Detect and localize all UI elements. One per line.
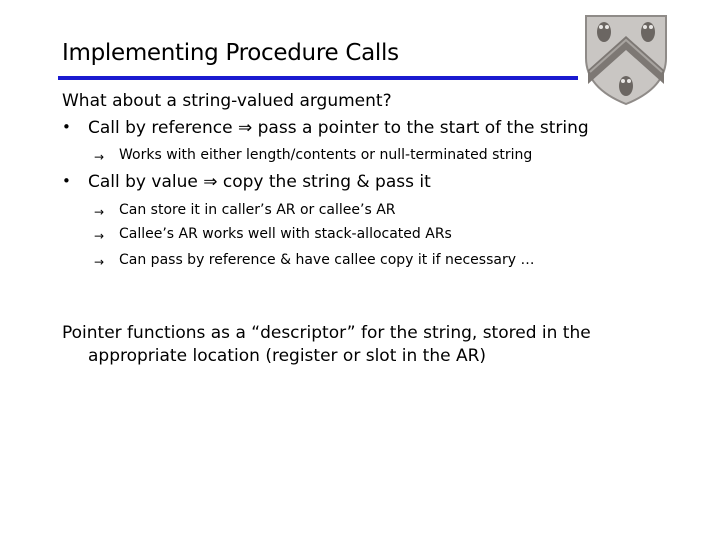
title-underline <box>58 76 578 80</box>
implies-icon: ⇒ <box>237 118 253 138</box>
right-arrow-icon: → <box>94 255 105 269</box>
note-line-2: appropriate location (register or slot in the AR) <box>88 346 487 366</box>
slide-title: Implementing Procedure Calls <box>62 40 399 66</box>
right-arrow-icon: → <box>94 205 105 219</box>
implies-icon: ⇒ <box>203 172 218 192</box>
bullet-2-lead: Call by value <box>88 172 198 192</box>
bullet-2-rest: copy the string & pass it <box>222 172 431 192</box>
rice-university-shield-icon <box>578 12 674 106</box>
bullet-2-sub-1: Can store it in caller’s AR or callee’s AR <box>119 202 396 218</box>
bullet-dot-icon: • <box>62 172 71 190</box>
bullet-2 <box>88 172 431 192</box>
question-text: What about a string-valued argument? <box>62 91 392 111</box>
bullet-1-lead: Call by reference <box>88 118 233 138</box>
bullet-2-sub-3: Can pass by reference & have callee copy it if necessary … <box>119 252 535 268</box>
bullet-dot-icon: • <box>62 118 71 136</box>
right-arrow-icon: → <box>94 150 105 164</box>
bullet-1-sub-1: Works with either length/contents or null-terminated string <box>119 147 533 163</box>
bullet-1-rest: pass a pointer to the start of the string <box>257 118 589 138</box>
bullet-1 <box>88 118 589 138</box>
right-arrow-icon: → <box>94 229 105 243</box>
bullet-2-sub-2: Callee’s AR works well with stack-allocated ARs <box>119 226 452 242</box>
note-line-1: Pointer functions as a “descriptor” for the string, stored in the <box>62 323 591 343</box>
